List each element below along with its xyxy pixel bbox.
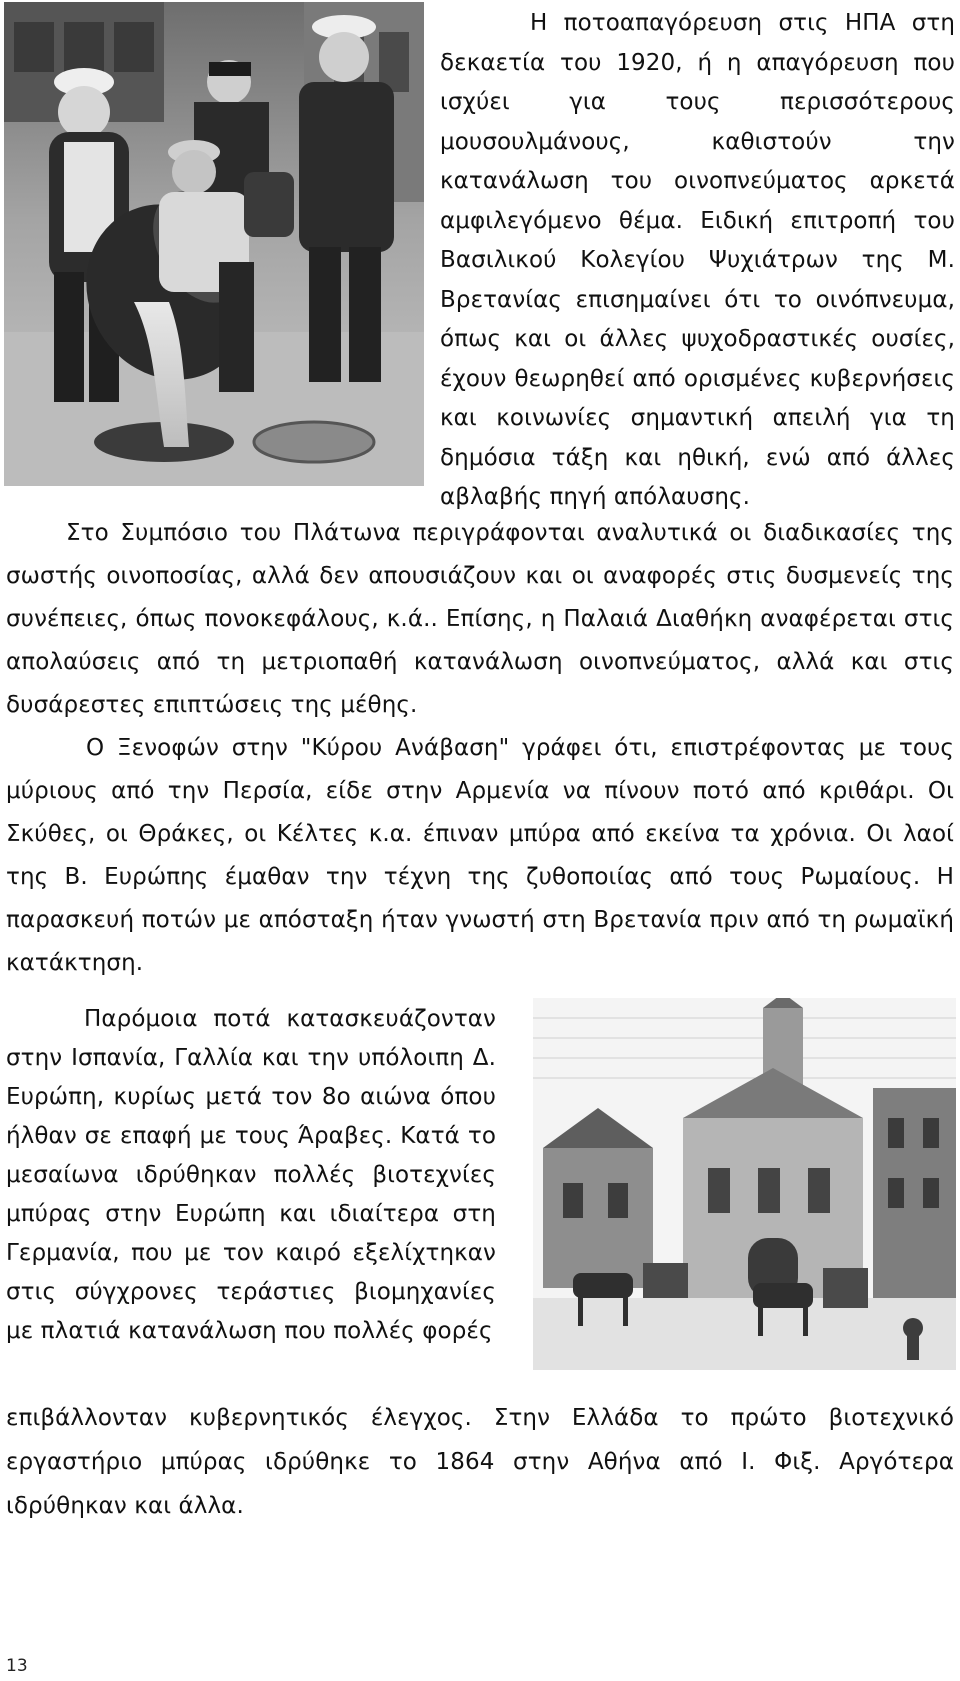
spain-continuation-paragraph: επιβάλλονταν κυβερνητικός έλεγχος. Στην Ελλάδα το πρώτο βιοτεχνικό εργαστήριο μπύρας ιδρύθηκε το 1864 στην Αθήνα από Ι. Φιξ. Αργότερα ιδρύθηκαν και άλλα. — [6, 1405, 954, 1519]
intro-paragraph-block — [440, 4, 955, 518]
xenophon-paragraph: Ο Ξενοφών στην "Κύρου Ανάβαση" γράφει ότι, επιστρέφοντας με τους μύριους από την Περσία, είδε στην Αρμενία να πίνουν ποτό από κριθάρι. Οι Σκύθες, οι Θράκες, οι Κέλτες κ.α. έπιναν μπύρα από εκείνα τα χρόνια. Οι λαοί της Β. Ευρώπης έμαθαν την τέχνη της ζυθοποιίας από τους Ρωμαίους. Η παρασκευή ποτών με απόσταξη ήταν γνωστή στη Βρετανία πριν από τη ρωμαϊκή κατάκτηση. — [6, 735, 954, 976]
spain-paragraph: Παρόμοια ποτά κατασκευάζονταν στην Ισπανία, Γαλλία και την υπόλοιπη Δ. Ευρώπη, κυρίως μετά τον 8ο αιώνα όπου ήλθαν σε επαφή με τους Άραβες. Κατά το μεσαίωνα ιδρύθηκαν πολλές βιοτεχνίες μπύρας στην Ευρώπη και ιδιαίτερα στη Γερμανία, που με τον καιρό εξελίχτηκαν στις σύγχρονες τεράστιες βιομηχανίες με πλατιά κατανάλωση που πολλές φορές — [6, 1006, 496, 1344]
brewery-paragraph-block — [6, 1000, 496, 1351]
intro-paragraph: Η ποτοαπαγόρευση στις ΗΠΑ στη δεκαετία του 1920, ή η απαγόρευση που ισχύει για τους περισσότερους μουσουλμάνους, καθιστούν την κατανάλωση του οινοπνεύματος αρκετά αμφιλεγόμενο θέμα. Ειδική επιτροπή του Βασιλικού Κολεγίου Ψυχιάτρων της Μ. Βρετανίας επισημαίνει ότι το οινόπνευμα, όπως και οι άλλες ψυχοδραστικές ουσίες, έχουν θεωρηθεί από ορισμένες κυβερνήσεις και κοινωνίες σημαντική απειλή για τη δημόσια τάξη και ηθική, ενώ από άλλες αβλαβής πηγή απόλαυσης. — [440, 10, 955, 510]
history-paragraphs — [6, 512, 954, 985]
symposium-paragraph: Στο Συμπόσιο του Πλάτωνα περιγράφονται αναλυτικά οι διαδικασίες της σωστής οινοποσίας, αλλά δεν απουσιάζουν και οι αναφορές στις δυσμενείς της συνέπειες, όπως πονοκεφάλους, κ.ά.. Επίσης, η Παλαιά Διαθήκη αναφέρεται στις απολαύσεις από τη μετριοπαθή κατανάλωση οινοπνεύματος, αλλά και στις δυσάρεστες επιπτώσεις της μέθης. — [6, 520, 954, 718]
page-number: 13 — [6, 1656, 28, 1676]
brewery-engraving — [533, 998, 956, 1370]
continuation-paragraph-block — [6, 1396, 954, 1528]
prohibition-photo — [4, 2, 424, 486]
